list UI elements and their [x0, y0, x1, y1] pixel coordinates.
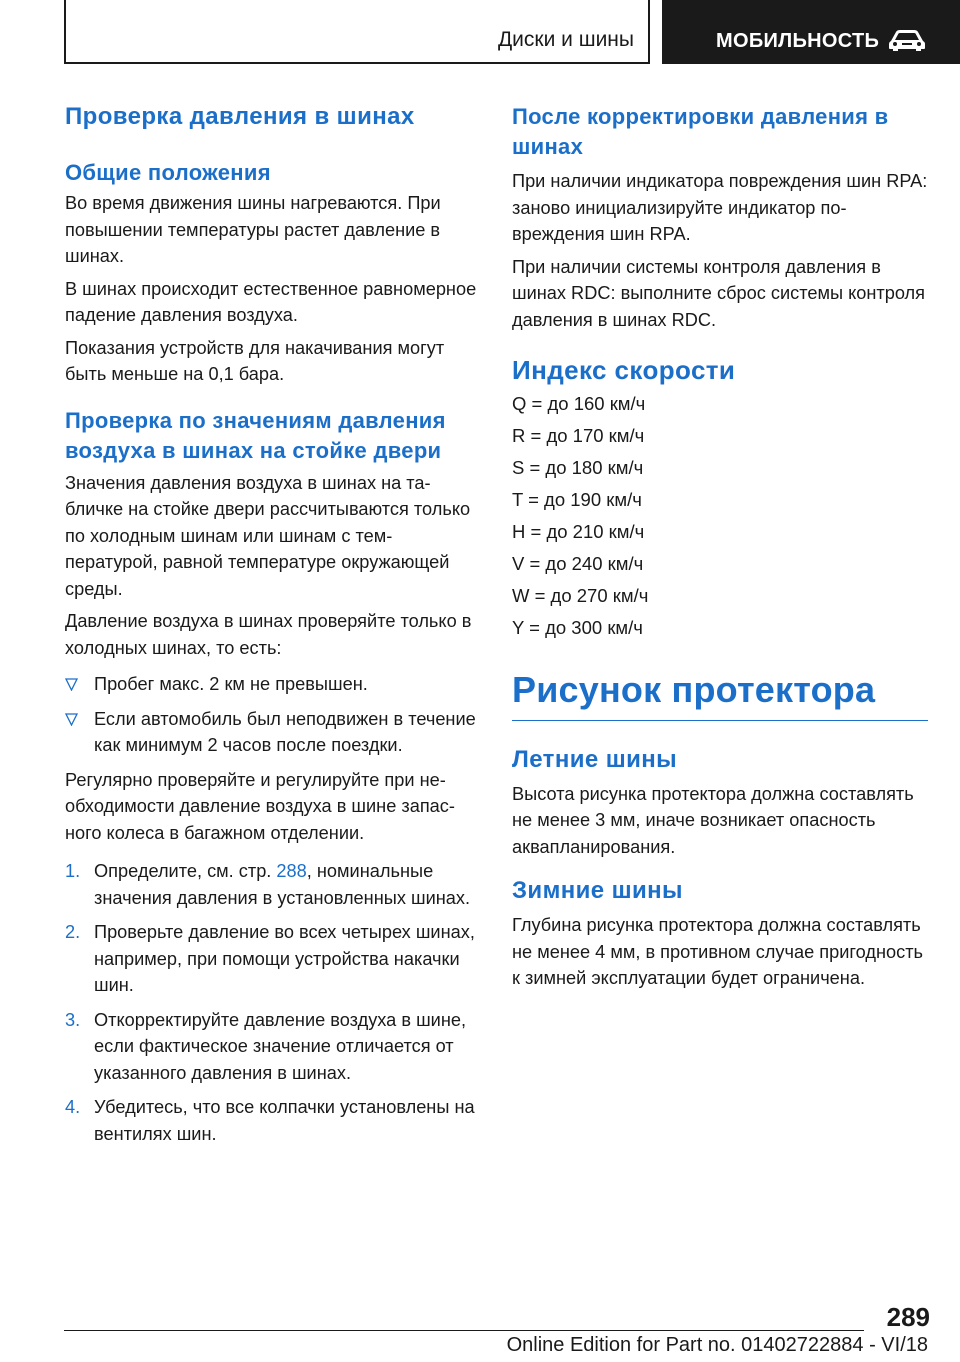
- step-text: Проверьте давление во всех четырех шинах, например, при помощи устройства накачки шин.: [94, 922, 475, 995]
- numbered-step: [65, 919, 477, 999]
- subheading-after-correction: После корректировки давления в шинах: [512, 104, 889, 159]
- speed-index-item: Y = до 300 км/ч: [512, 617, 643, 638]
- speed-index-item: W = до 270 км/ч: [512, 585, 649, 606]
- section-title: МОБИЛЬНОСТЬ: [716, 30, 880, 52]
- speed-index-item: T = до 190 км/ч: [512, 489, 642, 510]
- paragraph: При наличии системы контроля давления в шинах RDC: выполните сброс системы контроля давления в шинах RDC.: [512, 256, 926, 330]
- page-reference-link[interactable]: 288: [276, 861, 307, 881]
- subheading-summer-tires: Летние шины: [512, 745, 678, 773]
- chapter-title: Диски и шины: [497, 28, 634, 51]
- numbered-step: [65, 1007, 477, 1087]
- subheading-winter-tires: Зимние шины: [512, 877, 683, 904]
- step-text: Убедитесь, что все колпачки установлены на вентилях шин.: [94, 1097, 475, 1144]
- triangle-bullet-icon: [65, 713, 78, 726]
- chapter-header: [64, 0, 650, 64]
- section-tab: [662, 0, 960, 64]
- paragraph: Высота рисунка протектора должна составлять не менее 3 мм, иначе возникает опасность аквапланирования.: [512, 783, 914, 857]
- edition-footer: Online Edition for Part no. 01402722884 - VI/18: [506, 1334, 928, 1356]
- speed-index-item: R = до 170 км/ч: [512, 425, 645, 446]
- step-text: Определите, см. стр.: [94, 861, 277, 881]
- step-number: 1.: [65, 861, 81, 881]
- speed-index-list: [512, 391, 928, 642]
- paragraph: Глубина рисунка протектора должна составлять не менее 4 мм, в противном случае пригодность к зимней эксплуатации будет ограничена.: [512, 915, 924, 988]
- section-heading-speed-index: Индекс скорости: [512, 355, 736, 385]
- paragraph: Показания устройств для накачивания могут быть меньше на 0,1 бара.: [65, 337, 445, 384]
- speed-index-item: Q = до 160 км/ч: [512, 393, 646, 414]
- step-number: 2.: [65, 922, 81, 942]
- list-item: [65, 671, 477, 698]
- chapter-heading-tread-text: Рисунок протектора: [512, 668, 876, 710]
- list-item: [65, 706, 477, 759]
- list-item-text: Если автомобиль был неподвижен в течение как минимум 2 часов после поездки.: [94, 708, 476, 755]
- step-number: 3.: [65, 1009, 81, 1030]
- speed-index-item: V = до 240 км/ч: [512, 553, 644, 574]
- section-heading-tire-pressure: Проверка давления в шинах: [65, 103, 415, 130]
- subheading-general: Общие положения: [65, 160, 271, 185]
- right-column: [512, 102, 928, 992]
- triangle-bullet-icon: [65, 678, 78, 691]
- numbered-step: [65, 1094, 477, 1147]
- left-column: [65, 102, 477, 1147]
- step-text: , номинальные значения давления в установленных шинах.: [94, 861, 471, 908]
- step-text: Откорректируйте давление воздуха в шине, если фактическое значение отличается от указанного давления в шинах.: [94, 1009, 467, 1083]
- paragraph: Значения давления воздуха в шинах на табличке на стойке двери рассчитываются только по холодным шинам или шинам с температурой, равной температуре окружающей среды.: [65, 472, 471, 599]
- paragraph: Во время движения шины нагреваются. При повышении температуры растет давление в шинах.: [65, 193, 441, 266]
- paragraph: В шинах происходит естественное равномерное падение давления воздуха.: [65, 278, 477, 325]
- step-number: 4.: [65, 1097, 81, 1117]
- paragraph: При наличии индикатора повреждения шин RPA: заново инициализируйте индикатор повреждения шин RPA.: [512, 171, 928, 244]
- speed-index-item: H = до 210 км/ч: [512, 521, 645, 542]
- numbered-step: [65, 858, 477, 911]
- paragraph: Давление воздуха в шинах проверяйте только в холодных шинах, то есть:: [65, 611, 472, 658]
- footer-divider: [64, 1330, 864, 1331]
- paragraph: Регулярно проверяйте и регулируйте при необходимости давление воздуха в шине запасного колеса в багажном отделении.: [65, 769, 455, 843]
- list-item-text: Пробег макс. 2 км не превышен.: [94, 674, 368, 694]
- car-icon: [888, 28, 926, 52]
- subheading-door-pillar: Проверка по значениям давления воздуха в шинах на стойке двери: [65, 407, 446, 463]
- chapter-heading-tread: [512, 668, 928, 721]
- speed-index-item: S = до 180 км/ч: [512, 457, 644, 478]
- page-number: 289: [886, 1302, 930, 1332]
